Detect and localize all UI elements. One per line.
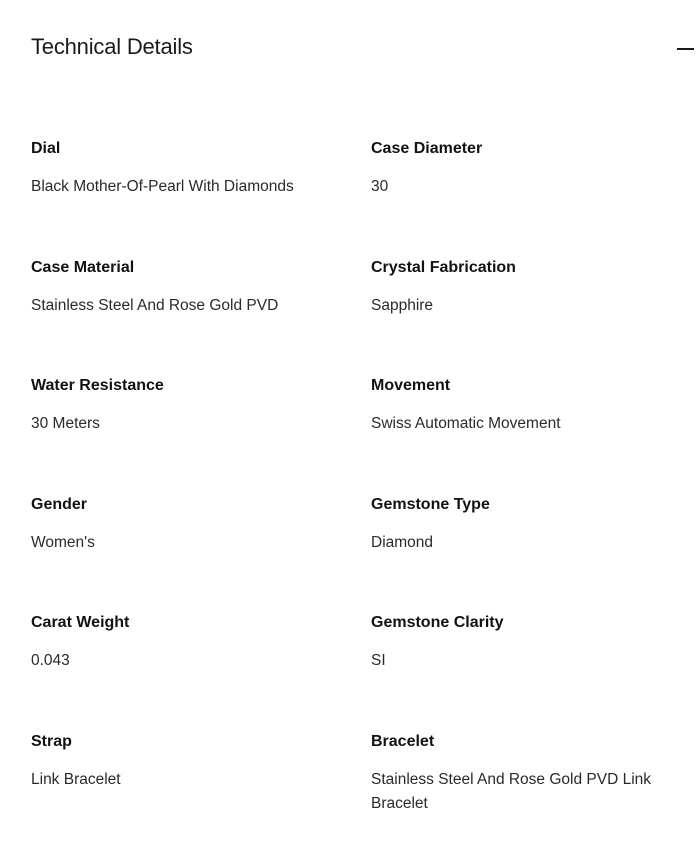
spec-gender <box>31 494 361 555</box>
spec-label: Bracelet <box>371 732 435 750</box>
spec-row <box>31 494 691 613</box>
spec-case-diameter <box>371 138 691 199</box>
spec-label: Crystal Fabrication <box>371 258 516 276</box>
spec-value: SI <box>371 652 386 669</box>
spec-water-resistance <box>31 375 361 436</box>
spec-gemstone-clarity <box>371 612 691 673</box>
spec-carat-weight <box>31 612 361 673</box>
minus-icon <box>677 48 694 50</box>
spec-row <box>31 375 691 494</box>
spec-dial <box>31 138 361 199</box>
spec-value: Sapphire <box>371 296 434 314</box>
section-title: Technical Details <box>31 34 193 59</box>
spec-grid <box>31 138 691 849</box>
spec-row <box>31 138 691 257</box>
spec-value: Swiss Automatic Movement <box>371 415 561 432</box>
spec-label: Gemstone Clarity <box>371 614 504 631</box>
spec-label: Case Material <box>31 258 135 276</box>
spec-value: 30 <box>371 178 389 195</box>
spec-movement <box>371 375 691 436</box>
spec-label: Gender <box>31 495 88 513</box>
spec-case-material <box>31 257 361 318</box>
spec-label: Strap <box>31 732 72 750</box>
spec-label: Carat Weight <box>31 614 130 631</box>
spec-value: Stainless Steel And Rose Gold PVD Link Bracelet <box>371 770 652 812</box>
spec-row <box>31 612 691 731</box>
spec-crystal-fabrication <box>371 257 691 318</box>
spec-value: Stainless Steel And Rose Gold PVD <box>31 296 279 314</box>
spec-label: Gemstone Type <box>371 495 490 513</box>
collapse-toggle-button[interactable] <box>676 34 700 62</box>
spec-value: Black Mother-Of-Pearl With Diamonds <box>31 178 294 195</box>
spec-value: Diamond <box>371 533 434 551</box>
spec-label: Case Diameter <box>371 140 483 157</box>
spec-value: 30 Meters <box>31 415 100 432</box>
spec-label: Water Resistance <box>31 377 164 394</box>
spec-strap <box>31 731 361 792</box>
spec-value: 0.043 <box>31 652 70 669</box>
technical-details-header[interactable] <box>31 32 700 64</box>
spec-bracelet <box>371 731 691 816</box>
spec-row <box>31 257 691 376</box>
spec-row <box>31 731 691 850</box>
spec-gemstone-type <box>371 494 691 555</box>
spec-value: Link Bracelet <box>31 770 121 788</box>
spec-label: Movement <box>371 377 451 394</box>
spec-label: Dial <box>31 140 61 157</box>
spec-value: Women's <box>31 533 95 551</box>
